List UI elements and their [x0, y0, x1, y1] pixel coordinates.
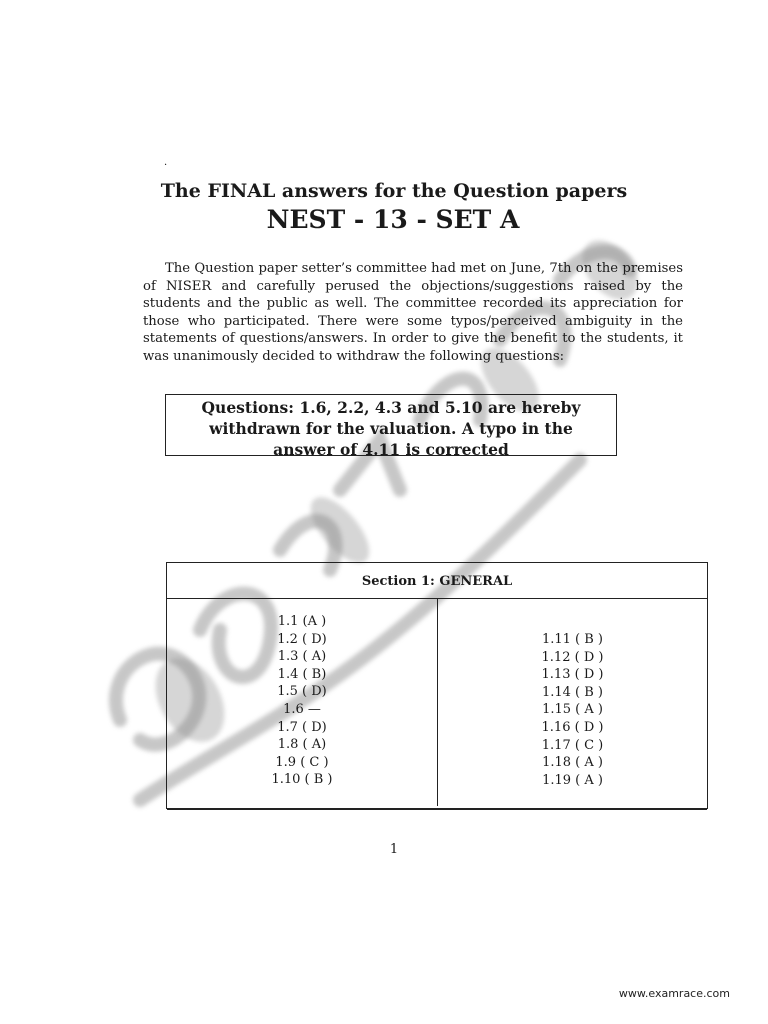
page-subtitle: The FINAL answers for the Question papers	[160, 180, 628, 202]
answer-item: 1.16 ( D )	[541, 719, 604, 735]
answer-item: 1.13 ( D )	[541, 667, 604, 683]
answer-item: 1.8 ( A)	[277, 737, 327, 753]
answer-column-right	[438, 631, 707, 789]
intro-paragraph	[143, 260, 683, 365]
answer-item: 1.11 ( B )	[541, 632, 604, 647]
answer-columns	[167, 599, 707, 806]
intro-text: The Question paper setter’s committee had met on June, 7th on the premises of NISER and carefully perused the objections/suggestions raised by the students and the public as well. The committee recorded its appreciation for those who participated. There were some typos/perceived ambiguity in the statements of questions/answers. In order to give the benefit to the students, it was unanimously decided to withdraw the following questions:	[143, 261, 683, 364]
answer-item: 1.2 ( D)	[277, 631, 327, 647]
withdrawn-notice-box: Questions: 1.6, 2.2, 4.3 and 5.10 are hereby withdrawn for the valuation. A typo in the answer of 4.11 is corrected	[165, 394, 617, 456]
answer-item: 1.1 (A )	[277, 614, 327, 629]
answer-item: 1.6 —	[283, 701, 321, 717]
answer-item: 1.19 ( A )	[542, 772, 603, 788]
answer-item: 1.18 ( A )	[542, 755, 603, 771]
stray-dot: ·	[164, 160, 168, 171]
answer-item: 1.12 ( D )	[541, 649, 604, 665]
section-heading: Section 1: GENERAL	[167, 563, 707, 599]
table-bottom-rule	[167, 809, 707, 810]
page-title: NEST - 13 - SET A	[266, 205, 520, 234]
answer-item: 1.7 ( D)	[277, 719, 327, 735]
page-number: 1	[389, 842, 399, 857]
answer-item: 1.3 ( A)	[277, 649, 327, 665]
answer-item: 1.15 ( A )	[542, 702, 603, 718]
answer-item: 1.9 ( C )	[275, 754, 329, 770]
answer-section-table	[166, 562, 708, 809]
answer-item: 1.5 ( D)	[277, 684, 327, 700]
answer-item: 1.14 ( B )	[541, 684, 604, 700]
answer-column-left	[167, 613, 437, 789]
answer-item: 1.4 ( B)	[277, 666, 327, 682]
website-link[interactable]: www.examrace.com	[618, 987, 730, 1000]
answer-item: 1.10 ( B )	[271, 772, 333, 788]
answer-item: 1.17 ( C )	[541, 737, 604, 753]
